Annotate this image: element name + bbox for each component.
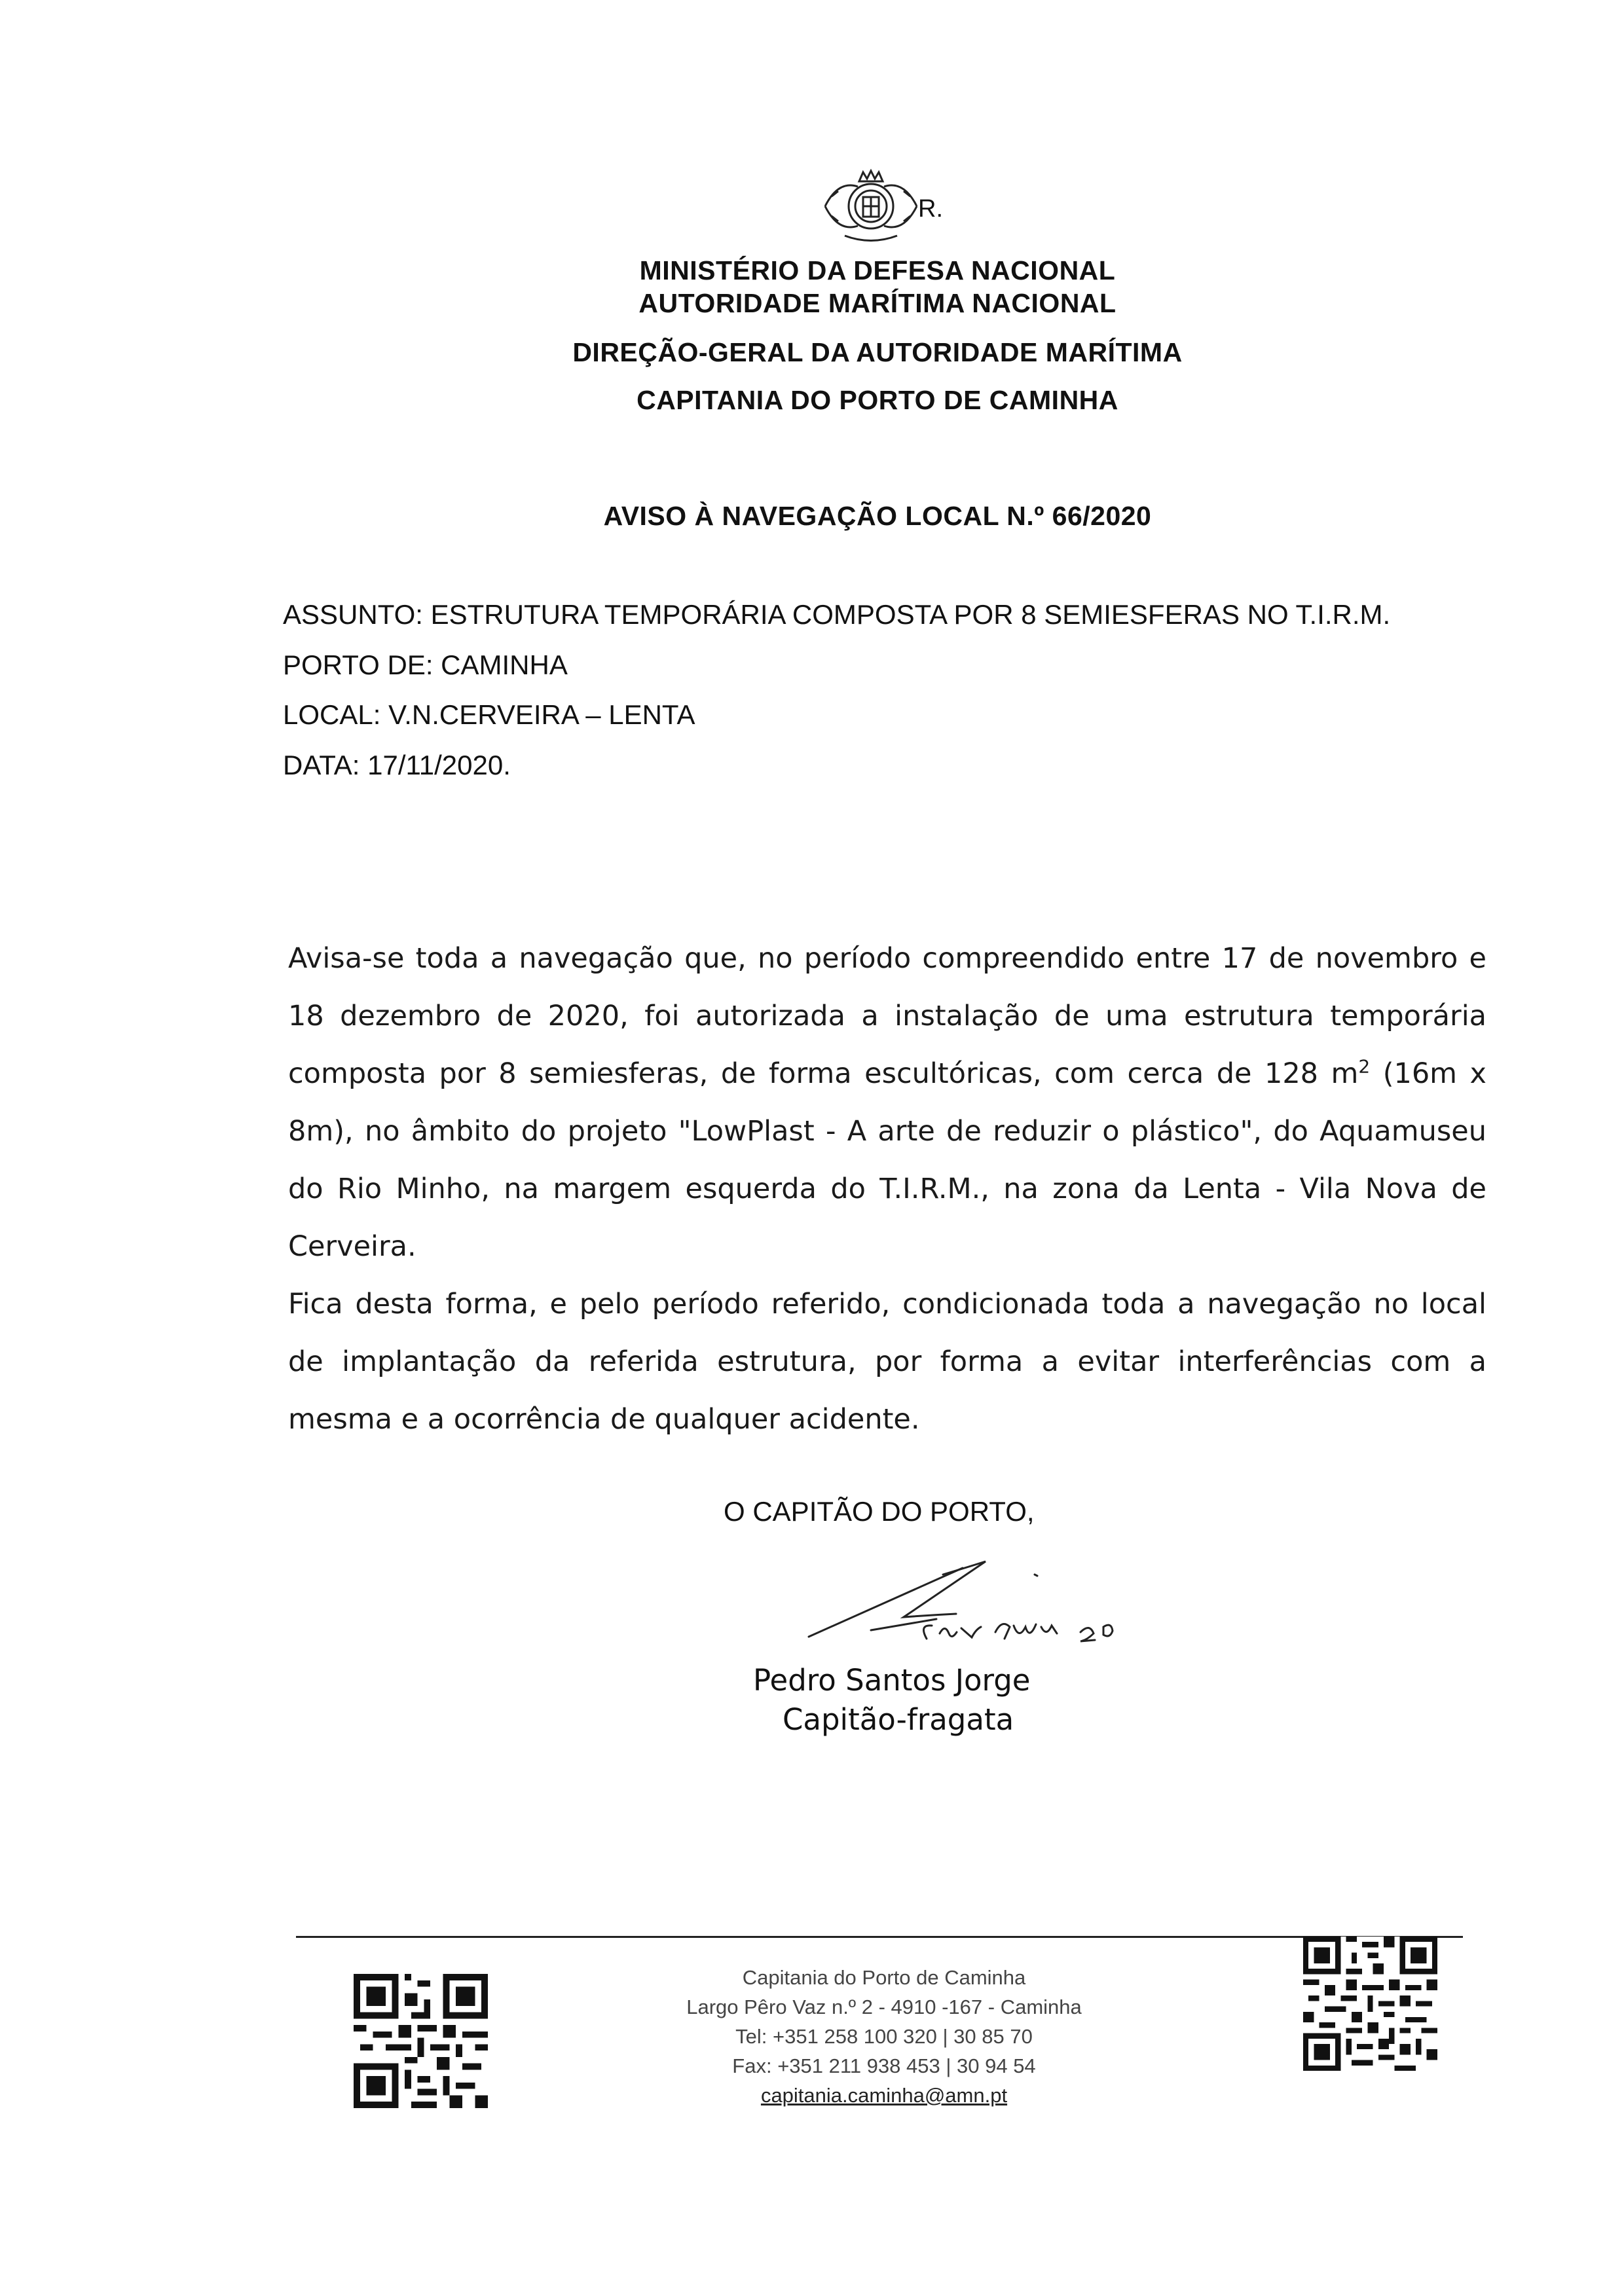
footer-org: Capitania do Porto de Caminha	[742, 1966, 1026, 1989]
header-captaincy: CAPITANIA DO PORTO DE CAMINHA	[637, 385, 1118, 415]
seal-suffix: R.	[918, 195, 943, 223]
footer-email-link[interactable]: capitania.caminha@amn.pt	[760, 2084, 1008, 2107]
body-paragraph-2: Fica desta forma, e pelo período referido, condicionada toda a navegação no local de implantação da referida estrutura, por forma a evitar interferências com a mesma e a ocorrência de qualquer acidente.	[288, 1288, 1486, 1436]
closing-line: O CAPITÃO DO PORTO,	[724, 1496, 1035, 1527]
handwritten-signature	[805, 1555, 1146, 1669]
subject-line: ASSUNTO: ESTRUTURA TEMPORÁRIA COMPOSTA POR 8 SEMIESFERAS NO T.I.R.M.	[283, 599, 1391, 630]
header-ministry: MINISTÉRIO DA DEFESA NACIONAL	[639, 255, 1116, 285]
qr-code-icon	[1303, 1937, 1437, 2071]
body-paragraph-1: Avisa-se toda a navegação que, no período compreendido entre 17 de novembro e 18 dezembro de 2020, foi autorizada a instalação de uma estrutura temporária composta por 8 semiesferas, de forma escultóricas, com cerca de 128 $m^2$ (16m x 8m), no âmbito do projeto "LowPlast - A arte de reduzir o plástico", do Aquamuseu do Rio Minho, na margem esquerda do T.I.R.M., na zona da Lenta - Vila Nova de Cerveira.	[288, 942, 1486, 1263]
notice-title: AVISO À NAVEGAÇÃO LOCAL N.º 66/2020	[603, 501, 1152, 531]
header-authority: AUTORIDADE MARÍTIMA NACIONAL	[638, 288, 1116, 318]
port-line: PORTO DE: CAMINHA	[283, 649, 568, 680]
header-directorate: DIREÇÃO-GERAL DA AUTORIDADE MARÍTIMA	[572, 337, 1183, 367]
qr-code-icon	[354, 1974, 488, 2108]
footer-divider	[296, 1936, 1463, 1938]
footer-address-block	[622, 1963, 1146, 2110]
signatory-name: Pedro Santos Jorge	[753, 1663, 1031, 1698]
notice-body	[288, 930, 1486, 1448]
footer-address: Largo Pêro Vaz n.º 2 - 4910 -167 - Caminha	[686, 1995, 1082, 2018]
signatory-rank: Capitão-fragata	[783, 1702, 1014, 1737]
coat-of-arms-icon	[819, 167, 923, 246]
footer-phone: Tel: +351 258 100 320 | 30 85 70	[735, 2025, 1033, 2048]
footer-fax: Fax: +351 211 938 453 | 30 94 54	[732, 2054, 1036, 2077]
date-line: DATA: 17/11/2020.	[283, 750, 511, 780]
location-line: LOCAL: V.N.CERVEIRA – LENTA	[283, 699, 695, 730]
